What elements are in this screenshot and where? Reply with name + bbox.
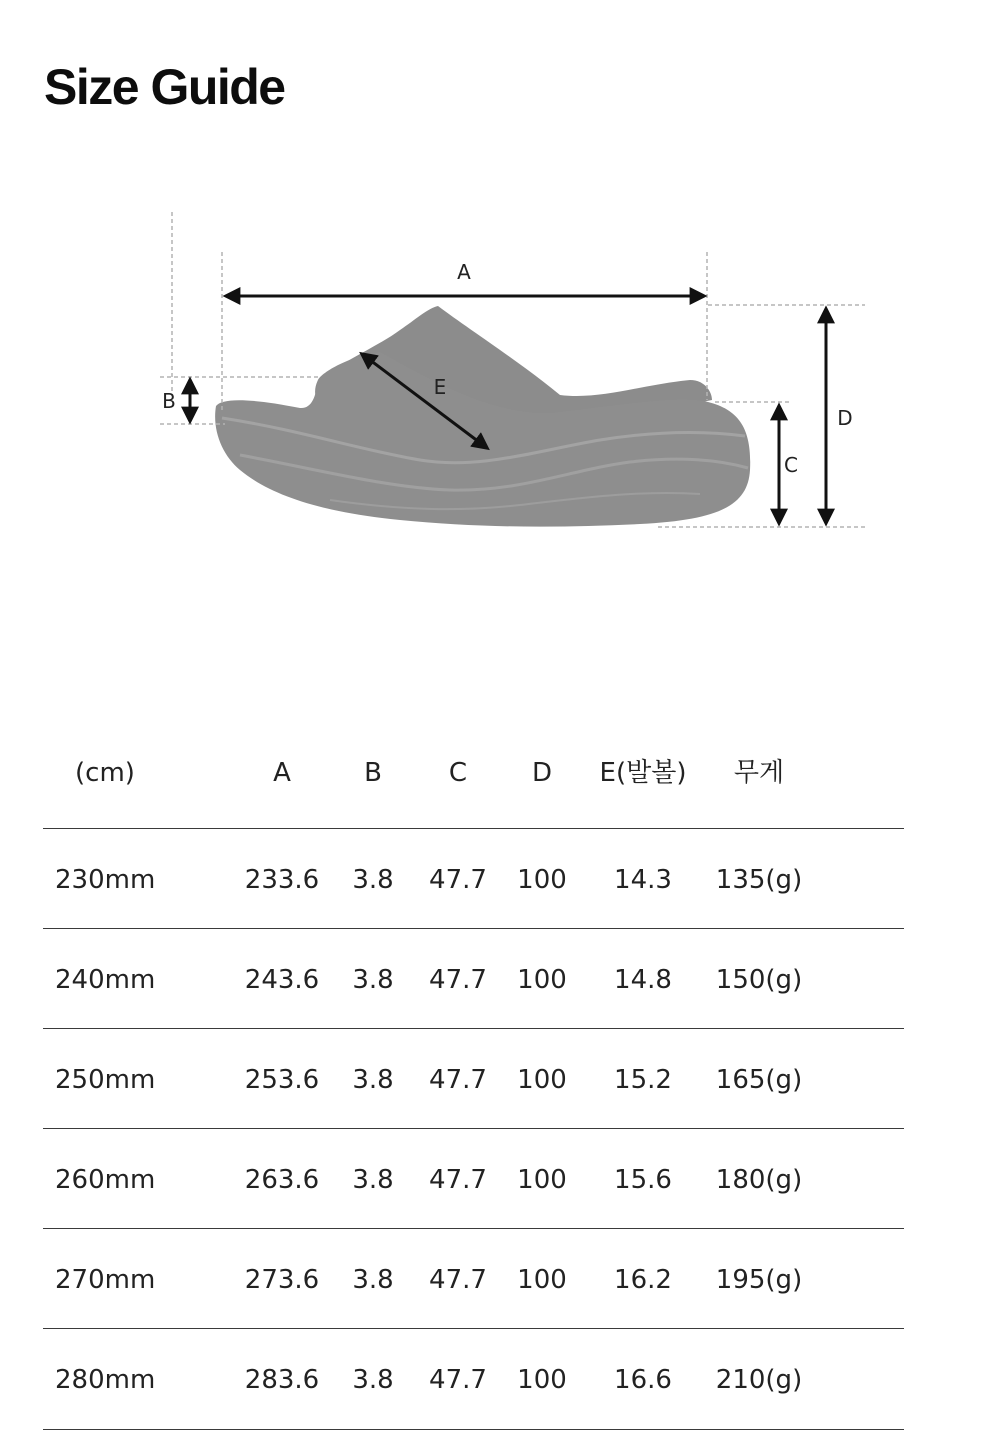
table-header xyxy=(43,722,904,829)
cell-weight: 180(g) xyxy=(715,1165,803,1195)
header-c: C xyxy=(448,758,468,788)
table-row xyxy=(43,1029,904,1129)
table-row xyxy=(43,1329,904,1430)
cell-b: 3.8 xyxy=(352,1165,394,1195)
cell-b: 3.8 xyxy=(352,965,394,995)
cell-a: 273.6 xyxy=(244,1265,320,1295)
cell-b: 3.8 xyxy=(352,865,394,895)
cell-d: 100 xyxy=(517,1265,567,1295)
cell-a: 253.6 xyxy=(244,1065,320,1095)
cell-a: 283.6 xyxy=(244,1365,320,1395)
cell-weight: 150(g) xyxy=(715,965,803,995)
sandal-measurement-diagram xyxy=(0,0,1000,600)
header-e: E(발볼) xyxy=(599,758,687,788)
header-b: B xyxy=(364,758,382,788)
cell-c: 47.7 xyxy=(429,1265,487,1295)
dimension-d-label: D xyxy=(837,406,853,430)
cell-c: 47.7 xyxy=(429,1365,487,1395)
cell-c: 47.7 xyxy=(429,1165,487,1195)
sandal-illustration xyxy=(215,306,750,527)
cell-c: 47.7 xyxy=(429,965,487,995)
cell-d: 100 xyxy=(517,1065,567,1095)
cell-size: 270mm xyxy=(55,1265,156,1295)
table-row xyxy=(43,1129,904,1229)
cell-size: 230mm xyxy=(55,865,156,895)
cell-b: 3.8 xyxy=(352,1365,394,1395)
cell-weight: 210(g) xyxy=(715,1365,803,1395)
cell-d: 100 xyxy=(517,1365,567,1395)
cell-e: 16.6 xyxy=(614,1365,672,1395)
cell-a: 263.6 xyxy=(244,1165,320,1195)
cell-size: 260mm xyxy=(55,1165,156,1195)
cell-e: 14.8 xyxy=(614,965,672,995)
cell-d: 100 xyxy=(517,1165,567,1195)
page-title: Size Guide xyxy=(44,59,285,115)
cell-c: 47.7 xyxy=(429,1065,487,1095)
cell-weight: 195(g) xyxy=(715,1265,803,1295)
dimension-c-label: C xyxy=(784,453,798,477)
cell-weight: 135(g) xyxy=(715,865,803,895)
table-row xyxy=(43,1229,904,1329)
table-row xyxy=(43,929,904,1029)
cell-size: 250mm xyxy=(55,1065,156,1095)
cell-c: 47.7 xyxy=(429,865,487,895)
header-unit: (cm) xyxy=(75,758,135,788)
cell-e: 14.3 xyxy=(614,865,672,895)
cell-d: 100 xyxy=(517,965,567,995)
cell-e: 15.2 xyxy=(614,1065,672,1095)
header-d: D xyxy=(531,758,553,788)
cell-e: 15.6 xyxy=(614,1165,672,1195)
cell-b: 3.8 xyxy=(352,1065,394,1095)
dimension-b-label: B xyxy=(162,389,176,413)
cell-e: 16.2 xyxy=(614,1265,672,1295)
dimension-a-label: A xyxy=(457,260,471,284)
cell-d: 100 xyxy=(517,865,567,895)
header-weight: 무게 xyxy=(733,758,785,788)
cell-a: 233.6 xyxy=(244,865,320,895)
cell-a: 243.6 xyxy=(244,965,320,995)
cell-weight: 165(g) xyxy=(715,1065,803,1095)
table-body xyxy=(43,829,904,1430)
dimension-e-label: E xyxy=(433,375,447,399)
cell-size: 240mm xyxy=(55,965,156,995)
cell-size: 280mm xyxy=(55,1365,156,1395)
cell-b: 3.8 xyxy=(352,1265,394,1295)
header-a: A xyxy=(273,758,291,788)
table-row xyxy=(43,829,904,929)
size-table xyxy=(43,722,904,1430)
